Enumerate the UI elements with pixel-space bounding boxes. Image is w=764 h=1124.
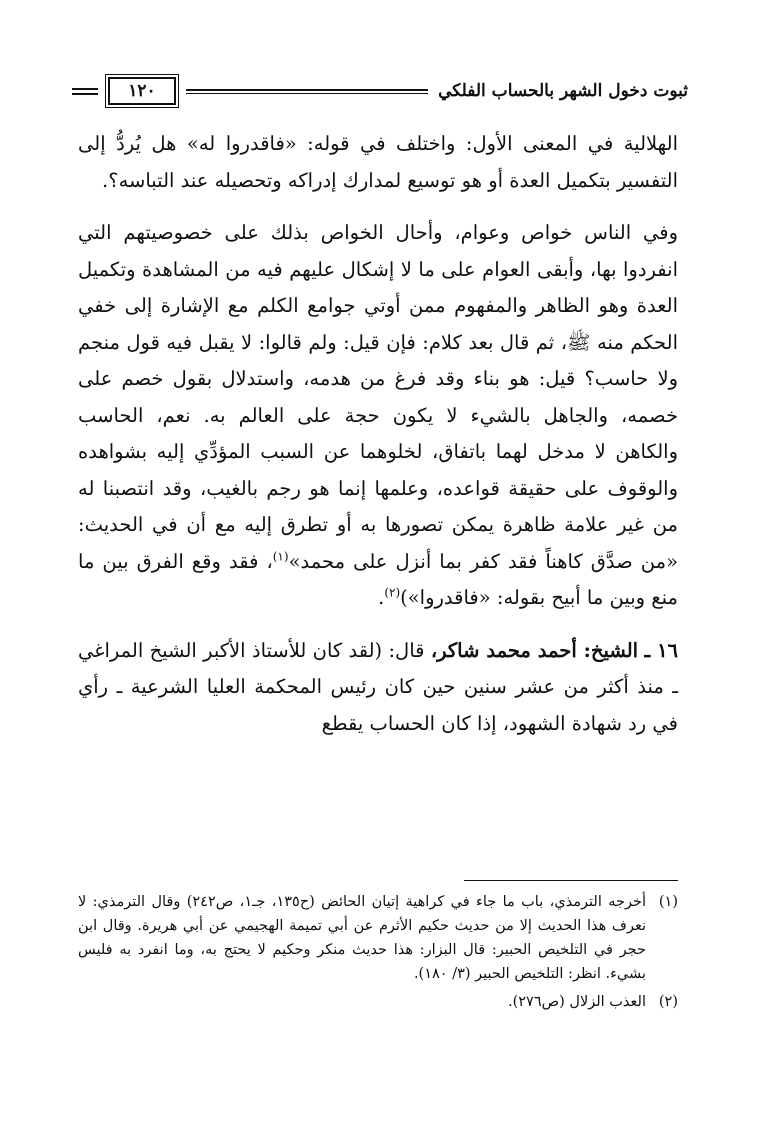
footnote xyxy=(78,990,678,1014)
footnote-number: (٢) xyxy=(658,994,678,1010)
footnote-divider xyxy=(464,880,678,881)
page-number: ١٢٠ xyxy=(108,77,176,105)
footnote-text: أخرجه الترمذي، باب ما جاء في كراهية إتيان الحائض (ح١٣٥، جـ١، ص٢٤٢) وقال الترمذي: لا نعرف هذا الحديث إلا من حديث حكيم الأثرم عن أبي تميمة الهجيمي عن أبي هريرة. وقال ابن حجر في التلخيص الحبير: قال البزار: هذا حديث منكر وحكيم لا يحتج به، وما انفرد به فليس بشيء. انظر: التلخيص الحبير (٣/ ١٨٠). xyxy=(78,894,646,982)
paragraph-text: قال: (لقد كان للأستاذ الأكبر الشيخ المراغي ـ منذ أكثر من عشر سنين حين كان رئيس المحكمة العليا الشرعية ـ رأي في رد شهادة الشهود، إذا كان الحساب يقطع xyxy=(78,638,678,735)
header-rule xyxy=(186,89,428,94)
paragraph-text: ، فقد وقع الفرق بين ما منع وبين ما أبيح بقوله: «فاقدروا») xyxy=(78,549,678,609)
paragraph xyxy=(78,215,678,617)
footnote xyxy=(78,890,678,986)
paragraph xyxy=(78,126,678,199)
paragraph-text: . xyxy=(378,586,385,609)
body-text xyxy=(78,126,678,758)
paragraph-text: وفي الناس خواص وعوام، وأحال الخواص بذلك على خصوصيتهم التي انفردوا بها، وأبقى العوام على ما لا إشكال عليهم فيه من المشاهدة وتكميل العدة وهو الظاهر والمفهوم ممن أوتي جوامع الكلم مع الإشارة إلى خفي الحكم منه ﷺ، ثم قال بعد كلام: فإن قيل: ولم قالوا: لا يقبل فيه قول منجم ولا حاسب؟ قيل: هو بناء وقد فرغ من هدمه، واستدلال بقول خصم على خصمه، والجاهل بالشيء لا يكون حجة على العالم به. نعم، الحاسب والكاهن لا مدخل لهما باتفاق، لخلوهما عن السبب المؤدِّي إليه بشواهده والوقوف على حقيقة قواعده، وعلمها إنما هو رجم بالغيب، وقد انتصبنا له من غير علامة ظاهرة يمكن تصورها به أو تطرق إليه مع أن في الحديث: «من صدَّق كاهناً فقد كفر بما أنزل على محمد» xyxy=(78,221,678,573)
footnotes xyxy=(78,890,678,1018)
running-title: ثبوت دخول الشهر بالحساب الفلكي xyxy=(438,81,688,101)
item-title: الشيخ: أحمد محمد شاكر، xyxy=(430,638,639,662)
footnote-reference[interactable]: (٢) xyxy=(384,585,401,600)
paragraph xyxy=(78,633,678,743)
header-rule-tail xyxy=(72,88,98,95)
item-number: ١٦ ـ xyxy=(644,638,679,662)
footnote-text: العذب الزلال (ص٢٧٦). xyxy=(507,994,646,1010)
running-header xyxy=(72,74,688,108)
footnote-reference[interactable]: (١) xyxy=(272,549,289,563)
footnote-number: (١) xyxy=(658,894,678,910)
paragraph-text: الهلالية في المعنى الأول: واختلف في قوله: «فاقدروا له» هل يُردُّ إلى التفسير بتكميل العدة أو هو توسيع لمدارك إدراكه وتحصيله عند التباسه؟. xyxy=(78,132,678,192)
